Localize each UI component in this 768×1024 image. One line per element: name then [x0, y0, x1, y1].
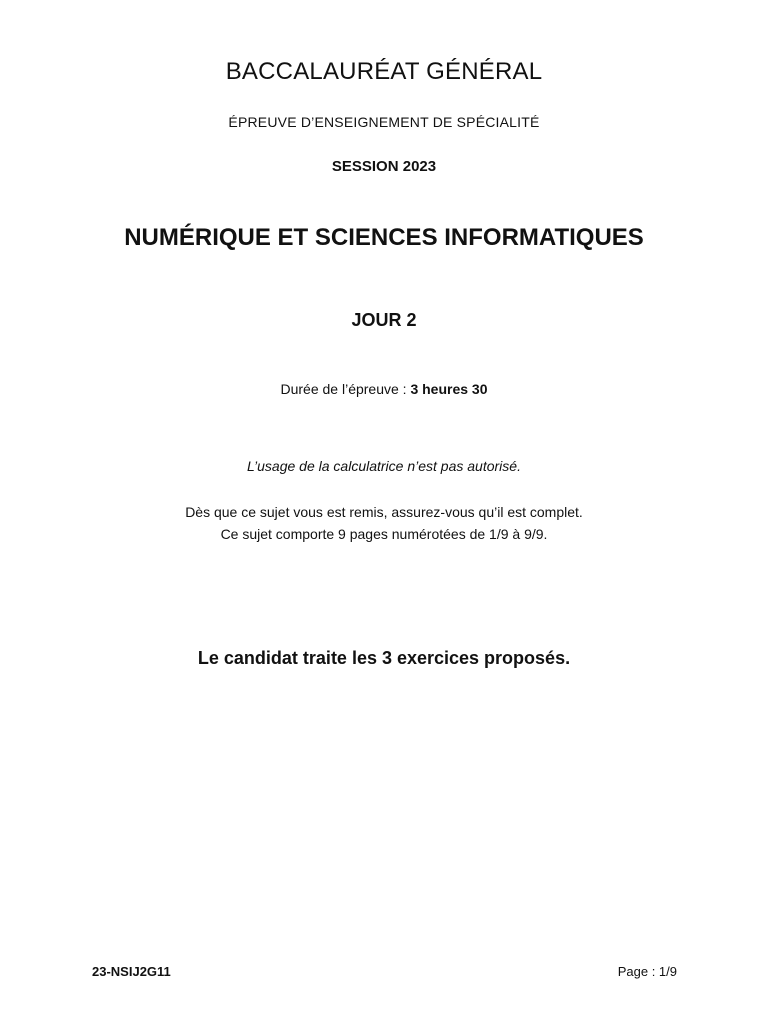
- exam-duration: [0, 381, 768, 397]
- duration-label: Durée de l’épreuve :: [280, 381, 411, 397]
- duration-value: 3 heures 30: [410, 381, 488, 397]
- calculator-notice: L’usage de la calculatrice n’est pas autorisé.: [247, 458, 521, 474]
- exam-type: ÉPREUVE D’ENSEIGNEMENT DE SPÉCIALITÉ: [228, 114, 540, 130]
- footer-page-number: Page : 1/9: [617, 964, 677, 979]
- footer-exam-code: 23-NSIJ2G11: [92, 964, 171, 979]
- subject-name: NUMÉRIQUE ET SCIENCES INFORMATIQUES: [124, 224, 644, 251]
- exam-day: JOUR 2: [351, 310, 417, 330]
- candidate-instruction: Le candidat traite les 3 exercices proposés.: [197, 648, 571, 668]
- page-count-notice: Ce sujet comporte 9 pages numérotées de 1/9 à 9/9.: [220, 526, 548, 542]
- exam-session: SESSION 2023: [331, 158, 437, 175]
- exam-title: BACCALAURÉAT GÉNÉRAL: [225, 58, 543, 85]
- completeness-notice: Dès que ce sujet vous est remis, assurez-vous qu’il est complet.: [185, 504, 583, 520]
